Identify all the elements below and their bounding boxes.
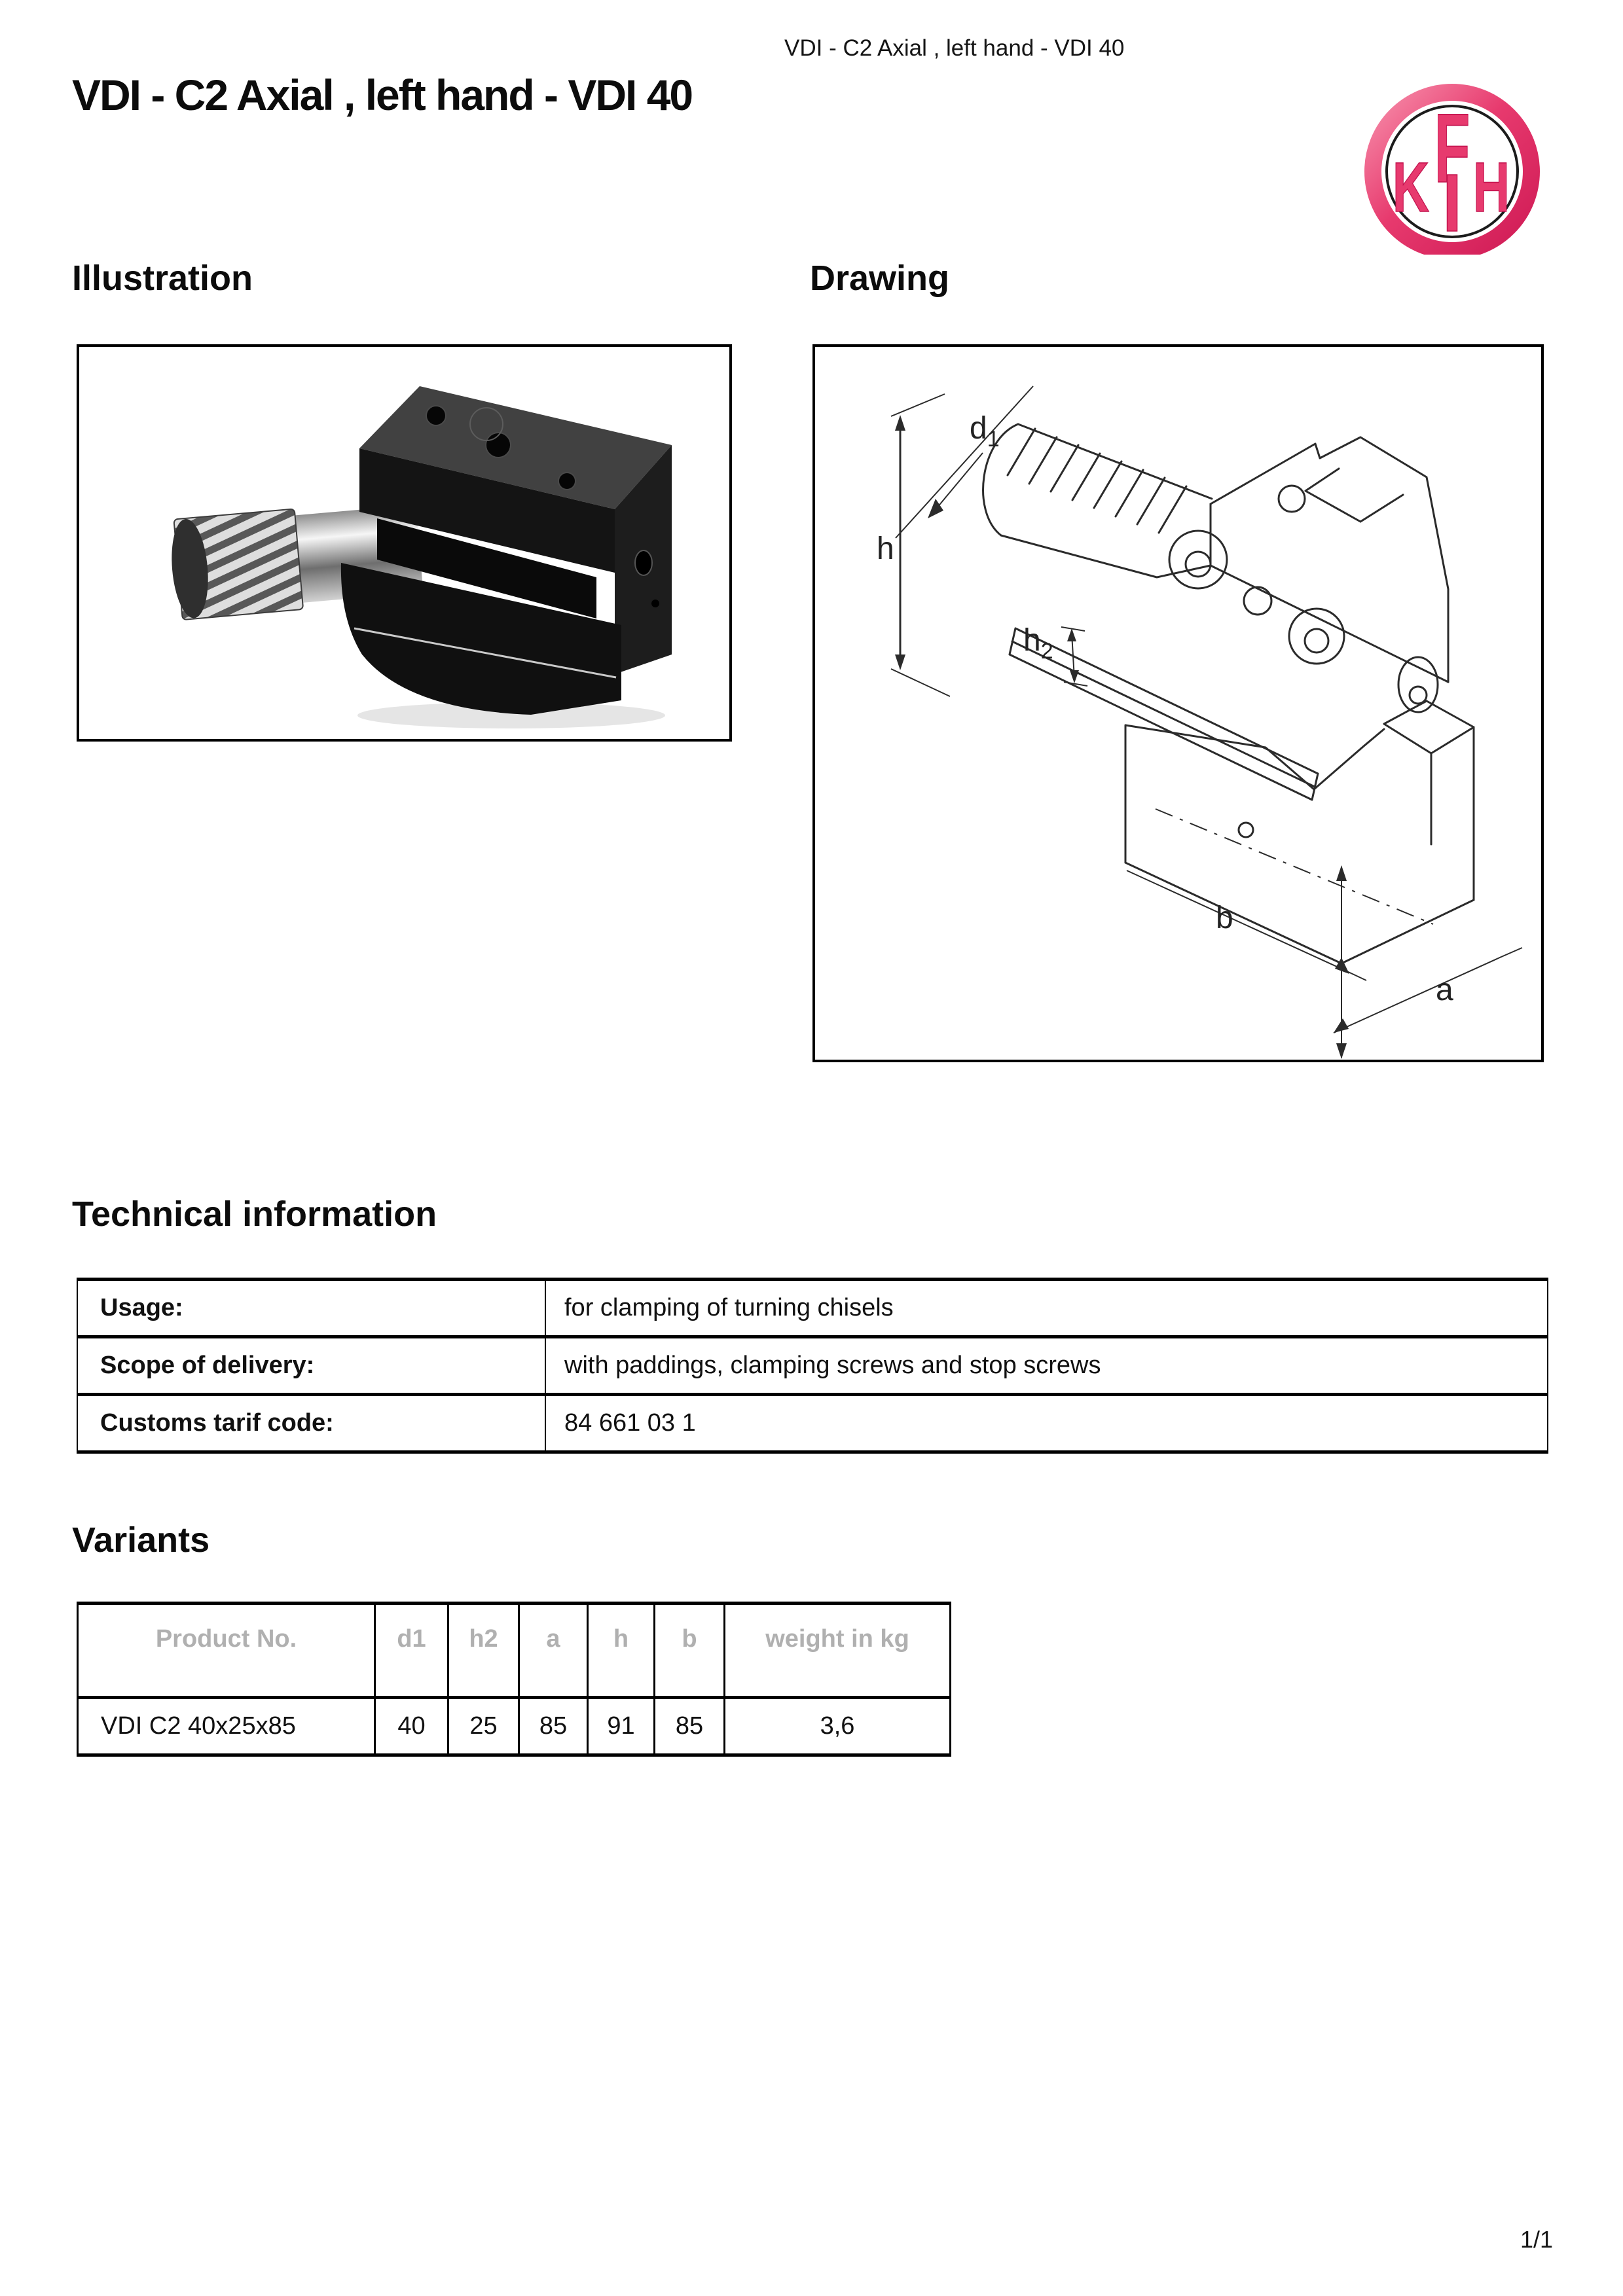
dim-label-a: a xyxy=(1436,973,1453,1007)
dim-a xyxy=(1334,948,1522,1033)
running-header: VDI - C2 Axial , left hand - VDI 40 xyxy=(784,35,1125,61)
logo-letter-h: H xyxy=(1472,147,1510,226)
technical-table xyxy=(77,1278,1548,1454)
variants-table xyxy=(77,1602,951,1757)
row-value: for clamping of turning chisels xyxy=(545,1280,1548,1337)
row-label: Scope of delivery: xyxy=(77,1337,545,1395)
product-photo xyxy=(79,347,729,739)
sketch-rail xyxy=(1010,628,1318,800)
sketch-block xyxy=(1169,437,1448,712)
dim-label-d1: $d_1$ xyxy=(970,411,1000,452)
table-row xyxy=(77,1337,1548,1395)
column-header-weight: weight in kg xyxy=(725,1604,951,1698)
logo-letter-f: F xyxy=(1434,94,1470,204)
cell-h: 91 xyxy=(588,1698,655,1755)
kfh-logo-graphic xyxy=(1363,77,1541,255)
column-header-h2: h2 xyxy=(448,1604,519,1698)
sketch-clamp xyxy=(1125,701,1474,963)
column-header-b: b xyxy=(655,1604,725,1698)
cell-weight: 3,6 xyxy=(725,1698,951,1755)
cell-a: 85 xyxy=(519,1698,588,1755)
variants-data-row xyxy=(78,1698,951,1755)
dim-h xyxy=(891,394,950,696)
column-header-h: h xyxy=(588,1604,655,1698)
table-row xyxy=(77,1395,1548,1452)
column-header-d1: d1 xyxy=(375,1604,448,1698)
section-heading-drawing: Drawing xyxy=(810,259,950,298)
dim-label-b: b xyxy=(1216,901,1233,935)
table-row xyxy=(77,1280,1548,1337)
technical-drawing xyxy=(815,347,1541,1060)
sketch-shank xyxy=(983,424,1212,577)
page-number: 1/1 xyxy=(1520,2226,1553,2253)
cell-d1: 40 xyxy=(375,1698,448,1755)
row-label: Usage: xyxy=(77,1280,545,1337)
row-value: 84 661 03 1 xyxy=(545,1395,1548,1452)
dim-label-h2: $h_2$ xyxy=(1023,623,1053,664)
column-header-a: a xyxy=(519,1604,588,1698)
section-heading-illustration: Illustration xyxy=(72,259,253,298)
column-header-product-no: Product No. xyxy=(78,1604,375,1698)
dim-b xyxy=(1127,870,1366,980)
illustration-box xyxy=(77,344,732,742)
dim-label-h: h xyxy=(877,531,894,566)
dim-d1 xyxy=(896,386,1033,538)
section-heading-technical: Technical information xyxy=(72,1194,437,1234)
section-heading-variants: Variants xyxy=(72,1520,210,1560)
row-label: Customs tarif code: xyxy=(77,1395,545,1452)
cell-h2: 25 xyxy=(448,1698,519,1755)
drawing-box xyxy=(812,344,1544,1062)
variants-header-row xyxy=(78,1604,951,1698)
kfh-logo xyxy=(1363,77,1541,255)
row-value: with paddings, clamping screws and stop screws xyxy=(545,1337,1548,1395)
cell-b: 85 xyxy=(655,1698,725,1755)
cell-product-no: VDI C2 40x25x85 xyxy=(78,1698,375,1755)
logo-letter-k: K xyxy=(1392,147,1430,226)
page-title: VDI - C2 Axial , left hand - VDI 40 xyxy=(72,71,693,119)
